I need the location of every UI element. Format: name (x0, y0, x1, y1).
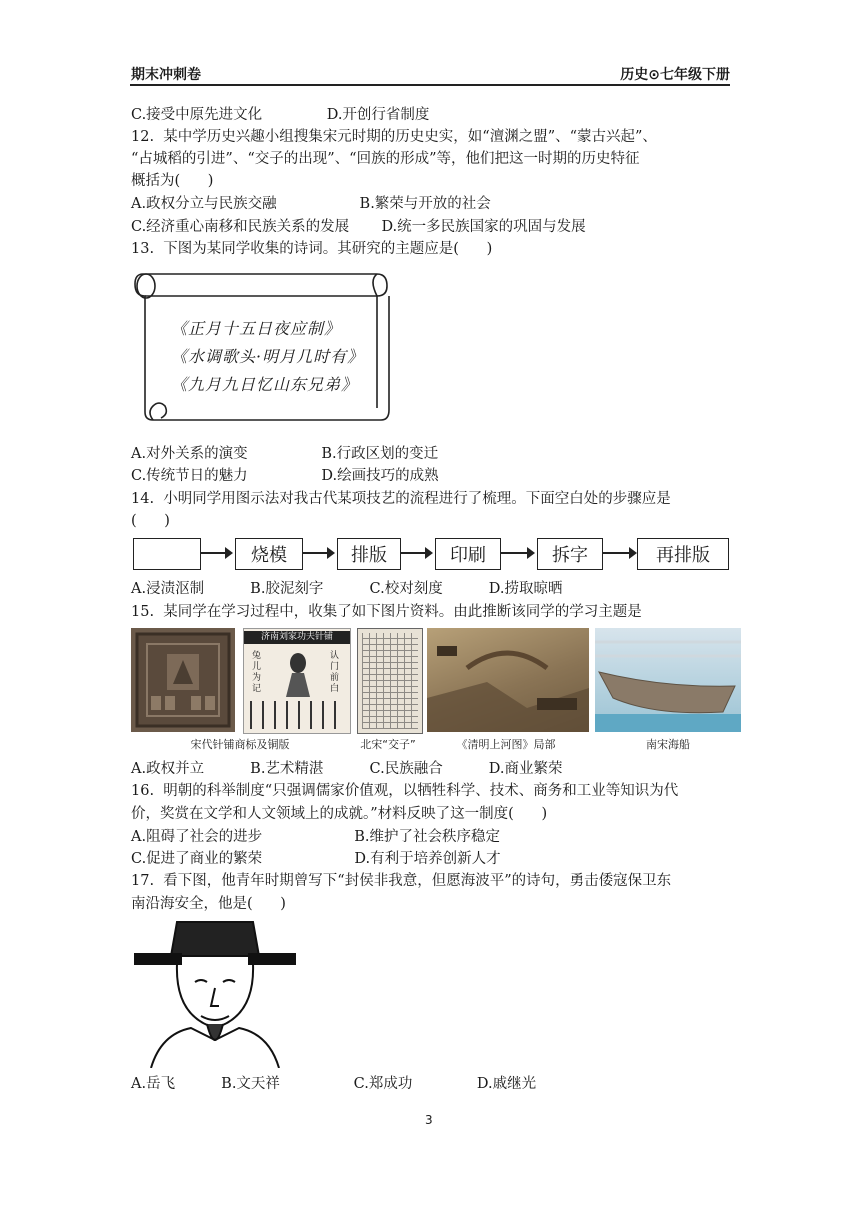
arrow-icon (303, 552, 329, 554)
option-line: C.接受中原先进文化 D.开创行省制度 (131, 107, 430, 123)
bronze-plate-image (131, 628, 235, 732)
flow-blank-step (133, 538, 201, 570)
qingming-painting-image (427, 628, 589, 732)
question-17-cont: 南沿海安全，他是( ) (131, 896, 286, 912)
flow-step: 排版 (337, 538, 401, 570)
question-17-options: A.岳飞 B.文天祥 C.郑成功 D.戚继光 (131, 1076, 537, 1092)
header-rule (130, 84, 730, 86)
question-12: 12. 某中学历史兴趣小组搜集宋元时期的历史史实，如“澶渊之盟”、“蒙古兴起”、 (131, 129, 657, 145)
question-15: 15. 某同学在学习过程中，收集了如下图片资料。由此推断该同学的学习主题是 (131, 604, 642, 620)
image-caption: 《清明上河图》局部 (456, 738, 556, 751)
question-12-options: A.政权分立与民族交融 B.繁荣与开放的社会 (131, 196, 491, 212)
question-12-cont: “占城稻的引进”、“交子的出现”、“回族的形成”等，他们把这一时期的历史特征 (131, 151, 640, 167)
arrow-icon (201, 552, 227, 554)
flow-step: 拆字 (537, 538, 603, 570)
flow-step: 再排版 (637, 538, 729, 570)
question-16-options: C.促进了商业的繁荣 D.有利于培养创新人才 (131, 851, 501, 867)
shop-text-col: 兔儿为记 (252, 651, 262, 694)
question-15-options: A.政权并立 B.艺术精湛 C.民族融合 D.商业繁荣 (131, 761, 563, 777)
poem-title: 《九月九日忆山东兄弟》 (171, 375, 359, 394)
printing-flow-diagram (131, 538, 731, 572)
question-16-cont: 价，奖赏在文学和人文领域上的成就。”材料反映了这一制度( ) (131, 806, 548, 822)
arrow-icon (603, 552, 631, 554)
image-caption: 宋代针铺商标及铜版 (190, 738, 290, 751)
header-left: 期末冲刺卷 (131, 67, 201, 83)
question-14-cont: ( ) (131, 513, 170, 529)
needle-shop-label-image (243, 628, 351, 734)
question-13: 13. 下图为某同学收集的诗词。其研究的主题应是( ) (131, 241, 493, 257)
header-right: 历史⊙七年级下册 (620, 67, 730, 83)
flow-step: 烧模 (235, 538, 303, 570)
question-13-options: C.传统节日的魅力 D.绘画技巧的成熟 (131, 468, 439, 484)
flow-step: 印刷 (435, 538, 501, 570)
question-14-options: A.浸渍沤制 B.胶泥刻字 C.校对刻度 D.捞取晾晒 (131, 581, 563, 597)
picture-strip (131, 628, 741, 752)
image-caption: 北宋“交子” (360, 738, 416, 751)
question-16: 16. 明朝的科举制度“只强调儒家价值观，以牺牲科学、技术、商务和工业等知识为代 (131, 783, 679, 799)
arrow-icon (501, 552, 529, 554)
question-16-options: A.阻碍了社会的进步 B.维护了社会秩序稳定 (131, 829, 501, 845)
portrait-image (131, 916, 299, 1068)
arrow-icon (401, 552, 427, 554)
shop-title: 济南刘家功夫针铺 (244, 631, 350, 644)
question-12-options: C.经济重心南移和民族关系的发展 D.统一多民族国家的巩固与发展 (131, 219, 586, 235)
song-ship-image (595, 628, 741, 732)
poem-title: 《正月十五日夜应制》 (171, 319, 342, 338)
image-caption: 南宋海船 (646, 738, 690, 751)
poem-scroll-image (131, 262, 389, 422)
question-14: 14. 小明同学用图示法对我古代某项技艺的流程进行了梳理。下面空白处的步骤应是 (131, 491, 671, 507)
shop-text-col: 认门前白 (330, 651, 340, 694)
jiaozi-note-image (357, 628, 423, 734)
poem-title: 《水调歌头·明月几时有》 (171, 347, 365, 366)
question-17: 17. 看下图，他青年时期曾写下“封侯非我意，但愿海波平”的诗句，勇击倭寇保卫东 (131, 873, 672, 889)
question-13-options: A.对外关系的演变 B.行政区划的变迁 (131, 446, 439, 462)
page-number: 3 (425, 1113, 433, 1127)
scroll-icon (131, 262, 391, 424)
question-12-cont: 概括为( ) (131, 173, 214, 189)
